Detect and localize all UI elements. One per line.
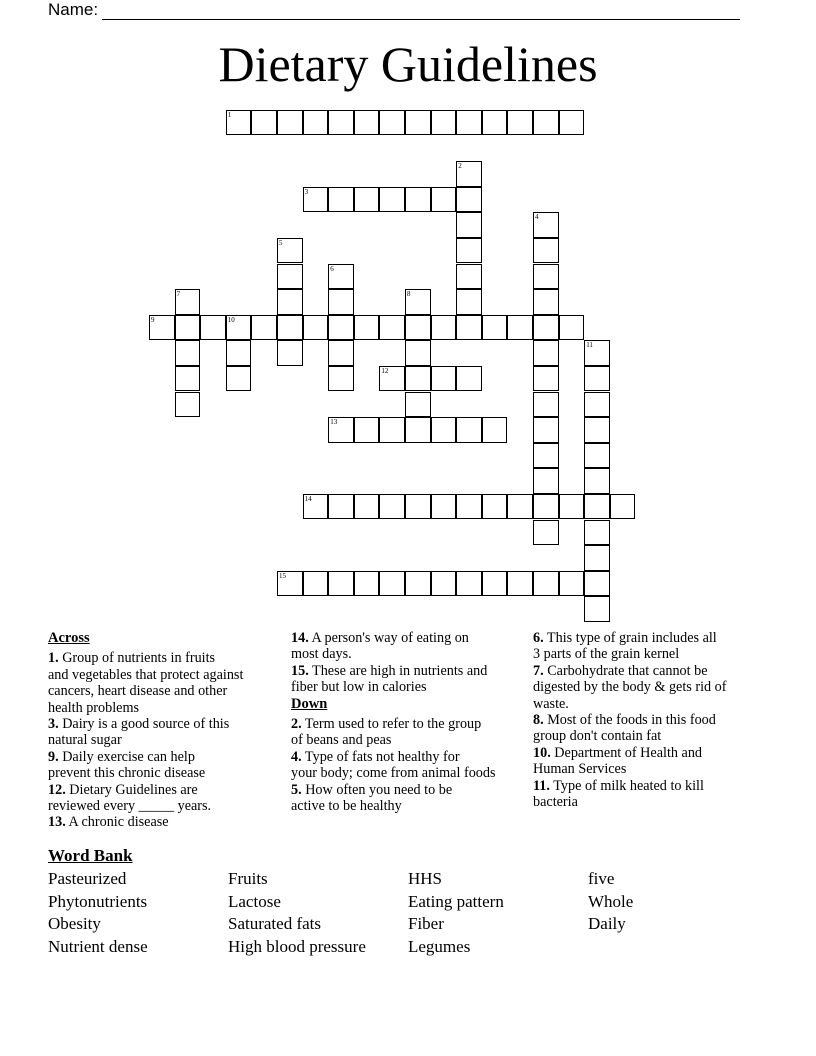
crossword-cell[interactable] xyxy=(533,443,559,469)
clue-number: 8 xyxy=(407,290,411,299)
crossword-cell[interactable] xyxy=(533,238,559,264)
word-bank-column xyxy=(408,868,504,958)
word-bank-column xyxy=(228,868,366,958)
clue-number: 5 xyxy=(279,238,283,247)
word-bank-item: five xyxy=(588,869,615,888)
clue-number: 15 xyxy=(279,571,286,580)
word-bank-item: Nutrient dense xyxy=(48,936,148,956)
crossword-cell[interactable] xyxy=(456,571,482,597)
clue-number-label: 9. xyxy=(48,748,59,765)
clue: 10. Department of Health and Human Services xyxy=(533,744,703,778)
crossword-cell[interactable] xyxy=(354,187,380,213)
word-bank-item: Legumes xyxy=(408,936,471,956)
crossword-cell[interactable] xyxy=(533,494,559,520)
crossword-cell[interactable] xyxy=(533,366,559,392)
crossword-cell[interactable] xyxy=(328,264,354,290)
crossword-cell[interactable] xyxy=(533,340,559,366)
word-bank-title: Word Bank xyxy=(48,846,133,865)
crossword-cell[interactable] xyxy=(379,494,405,520)
crossword-cell[interactable] xyxy=(303,494,329,520)
clue: 14. A person's way of eating on most days. xyxy=(291,630,469,663)
clue-number-label: 11. xyxy=(533,777,550,794)
word-bank-item: Fiber xyxy=(408,914,444,934)
crossword-cell[interactable] xyxy=(175,392,201,418)
crossword-cell[interactable] xyxy=(431,571,457,597)
clue-number: 9 xyxy=(151,315,155,324)
clue: 5. How often you need to be active to be healthy xyxy=(291,781,453,815)
crossword-cell[interactable] xyxy=(584,366,610,392)
word-bank-item: High blood pressure xyxy=(228,936,366,956)
crossword-cell[interactable] xyxy=(405,366,431,392)
crossword-cell[interactable] xyxy=(533,110,559,136)
crossword-cell[interactable] xyxy=(303,571,329,597)
clue: 7. Carbohydrate that cannot be digested by the body & gets rid of waste. xyxy=(533,662,727,712)
crossword-cell[interactable] xyxy=(303,315,329,341)
crossword-cell[interactable] xyxy=(456,161,482,187)
clue-number-label: 4. xyxy=(291,748,302,765)
clue-number-label: 15. xyxy=(291,662,309,679)
crossword-cell[interactable] xyxy=(226,340,252,366)
clue-number-label: 13. xyxy=(48,814,66,831)
crossword-cell[interactable] xyxy=(584,571,610,597)
clue-number: 1 xyxy=(227,110,232,119)
crossword-cell[interactable] xyxy=(507,110,533,136)
crossword-cell[interactable] xyxy=(559,571,585,597)
crossword-cell[interactable] xyxy=(456,187,482,213)
crossword-cell[interactable] xyxy=(149,315,175,341)
crossword-cell[interactable] xyxy=(379,315,405,341)
clues-column-2 xyxy=(291,630,526,814)
crossword-cell[interactable] xyxy=(405,340,431,366)
crossword-cell[interactable] xyxy=(175,289,201,315)
crossword-cell[interactable] xyxy=(379,417,405,443)
crossword-cell[interactable] xyxy=(456,264,482,290)
crossword-cell[interactable] xyxy=(482,315,508,341)
crossword-cell[interactable] xyxy=(431,187,457,213)
crossword-cell[interactable] xyxy=(303,110,329,136)
crossword-cell[interactable] xyxy=(584,340,610,366)
clue: 12. Dietary Guidelines are reviewed every _____ years. xyxy=(48,781,212,815)
crossword-cell[interactable] xyxy=(456,212,482,238)
crossword-cell[interactable] xyxy=(277,289,303,315)
word-bank-item: Whole xyxy=(588,891,634,911)
clue-number-label: 3. xyxy=(48,716,59,733)
name-label: Name: xyxy=(48,0,99,19)
crossword-cell[interactable] xyxy=(533,520,559,546)
crossword-cell[interactable] xyxy=(328,187,354,213)
word-bank-item: Saturated fats xyxy=(228,914,321,934)
crossword-cell[interactable] xyxy=(175,340,201,366)
crossword-cell[interactable] xyxy=(431,417,457,443)
clue: 9. Daily exercise can help prevent this chronic disease xyxy=(48,748,206,782)
crossword-cell[interactable] xyxy=(456,417,482,443)
clue-number: 12 xyxy=(381,366,389,375)
crossword-cell[interactable] xyxy=(354,571,380,597)
crossword-cell[interactable] xyxy=(277,315,303,341)
crossword-cell[interactable] xyxy=(431,315,457,341)
crossword-cell[interactable] xyxy=(405,494,431,520)
crossword-cell[interactable] xyxy=(405,392,431,418)
crossword-cell[interactable] xyxy=(328,366,354,392)
crossword-cell[interactable] xyxy=(456,110,482,136)
crossword-cell[interactable] xyxy=(456,289,482,315)
crossword-cell[interactable] xyxy=(482,110,508,136)
clue-number: 2 xyxy=(458,162,462,171)
clue: 4. Type of fats not healthy for your body; come from animal foods xyxy=(291,748,496,782)
crossword-cell[interactable] xyxy=(584,392,610,418)
clue-number-label: 12. xyxy=(48,781,66,798)
crossword-cell[interactable] xyxy=(507,315,533,341)
clue: 1. Group of nutrients in fruits and vegetables that protect against cancers, heart disease and other health problems xyxy=(48,650,244,716)
crossword-cell[interactable] xyxy=(200,315,226,341)
crossword-cell[interactable] xyxy=(456,366,482,392)
crossword-cell[interactable] xyxy=(175,366,201,392)
crossword-cell[interactable] xyxy=(559,494,585,520)
clue-number: 10 xyxy=(227,315,235,324)
crossword-cell[interactable] xyxy=(584,520,610,546)
page-title: Dietary Guidelines xyxy=(218,36,598,92)
crossword-cell[interactable] xyxy=(559,315,585,341)
crossword-cell[interactable] xyxy=(533,571,559,597)
clue: 15. These are high in nutrients and fiber but low in calories xyxy=(291,662,488,696)
clues-column-1 xyxy=(48,630,278,831)
crossword-cell[interactable] xyxy=(482,417,508,443)
crossword-cell[interactable] xyxy=(533,468,559,494)
crossword-cell[interactable] xyxy=(354,315,380,341)
crossword-cell[interactable] xyxy=(379,110,405,136)
crossword-cell[interactable] xyxy=(405,187,431,213)
crossword-cell[interactable] xyxy=(584,417,610,443)
clue: 3. Dairy is a good source of this natural sugar xyxy=(48,716,230,749)
word-bank-item: Eating pattern xyxy=(408,891,504,911)
crossword-cell[interactable] xyxy=(507,571,533,597)
clue-number-label: 7. xyxy=(533,662,544,679)
crossword-cell[interactable] xyxy=(328,289,354,315)
crossword-cell[interactable] xyxy=(277,571,303,597)
crossword-cell[interactable] xyxy=(507,494,533,520)
clue-number: 7 xyxy=(176,290,181,299)
crossword-cell[interactable] xyxy=(533,417,559,443)
crossword-cell[interactable] xyxy=(379,571,405,597)
clue-number: 13 xyxy=(330,418,338,427)
across-header: Across xyxy=(48,630,90,646)
clue-number-label: 8. xyxy=(533,712,544,729)
crossword-cell[interactable] xyxy=(328,494,354,520)
clue-number: 4 xyxy=(535,213,539,222)
crossword-cell[interactable] xyxy=(482,494,508,520)
clue: 8. Most of the foods in this food group don't contain fat xyxy=(533,712,716,745)
crossword-cell[interactable] xyxy=(328,571,354,597)
crossword-cell[interactable] xyxy=(405,571,431,597)
crossword-cell[interactable] xyxy=(226,315,252,341)
crossword-cell[interactable] xyxy=(277,264,303,290)
clue-number: 11 xyxy=(586,341,593,350)
crossword-cell[interactable] xyxy=(226,366,252,392)
crossword-cell[interactable] xyxy=(405,110,431,136)
crossword-cell[interactable] xyxy=(610,494,636,520)
crossword-cell[interactable] xyxy=(431,110,457,136)
crossword-cell[interactable] xyxy=(277,110,303,136)
word-bank-column xyxy=(48,868,148,958)
crossword-cell[interactable] xyxy=(379,366,405,392)
clue: 11. Type of milk heated to kill bacteria xyxy=(533,777,704,811)
crossword-cell[interactable] xyxy=(431,494,457,520)
clue: 2. Term used to refer to the group of beans and peas xyxy=(291,716,482,749)
crossword-cell[interactable] xyxy=(354,110,380,136)
clue-number-label: 5. xyxy=(291,781,302,798)
crossword-cell[interactable] xyxy=(405,289,431,315)
clue-number-label: 2. xyxy=(291,716,302,733)
crossword-cell[interactable] xyxy=(533,289,559,315)
word-bank-item: Lactose xyxy=(228,891,281,911)
crossword-cell[interactable] xyxy=(175,315,201,341)
crossword-cell[interactable] xyxy=(354,417,380,443)
crossword-cell[interactable] xyxy=(354,494,380,520)
word-bank-column xyxy=(588,868,633,936)
crossword-cell[interactable] xyxy=(303,187,329,213)
word-bank-item: HHS xyxy=(408,869,443,888)
clues-column-3 xyxy=(533,630,763,810)
clue-number-label: 14. xyxy=(291,630,309,646)
word-bank-item: Obesity xyxy=(48,914,101,934)
crossword-cell[interactable] xyxy=(328,417,354,443)
crossword-cell[interactable] xyxy=(405,315,431,341)
crossword-cell[interactable] xyxy=(379,187,405,213)
clue-number-label: 1. xyxy=(48,650,59,667)
crossword-cell[interactable] xyxy=(584,494,610,520)
crossword-cell[interactable] xyxy=(584,545,610,571)
crossword-cell[interactable] xyxy=(328,110,354,136)
clue: 13. A chronic disease xyxy=(48,814,169,831)
word-bank-item: Pasteurized xyxy=(48,869,127,888)
crossword-cell[interactable] xyxy=(328,340,354,366)
crossword-cell[interactable] xyxy=(456,494,482,520)
crossword-cell[interactable] xyxy=(251,315,277,341)
crossword-cell[interactable] xyxy=(226,110,252,136)
clue-number: 6 xyxy=(330,264,334,273)
crossword-cell[interactable] xyxy=(456,315,482,341)
crossword-cell[interactable] xyxy=(584,468,610,494)
crossword-cell[interactable] xyxy=(405,417,431,443)
down-header: Down xyxy=(291,695,328,712)
crossword-cell[interactable] xyxy=(277,238,303,264)
crossword-cell[interactable] xyxy=(584,443,610,469)
clue-number-label: 6. xyxy=(533,630,544,646)
crossword-cell[interactable] xyxy=(277,340,303,366)
word-bank-item: Daily xyxy=(588,914,626,934)
crossword-cell[interactable] xyxy=(482,571,508,597)
crossword-cell[interactable] xyxy=(533,315,559,341)
crossword-cell[interactable] xyxy=(251,110,277,136)
crossword-cell[interactable] xyxy=(559,110,585,136)
clue-number: 14 xyxy=(304,494,312,503)
word-bank-item: Phytonutrients xyxy=(48,891,148,911)
crossword-cell[interactable] xyxy=(533,392,559,418)
clue: 6. This type of grain includes all 3 parts of the grain kernel xyxy=(533,630,717,663)
crossword-cell[interactable] xyxy=(533,264,559,290)
word-bank-item: Fruits xyxy=(228,869,268,888)
crossword-cell[interactable] xyxy=(533,212,559,238)
clue-number: 3 xyxy=(304,187,309,196)
crossword-cell[interactable] xyxy=(328,315,354,341)
crossword-cell[interactable] xyxy=(584,596,610,622)
crossword-cell[interactable] xyxy=(456,238,482,264)
clue-number-label: 10. xyxy=(533,744,551,761)
crossword-cell[interactable] xyxy=(431,366,457,392)
